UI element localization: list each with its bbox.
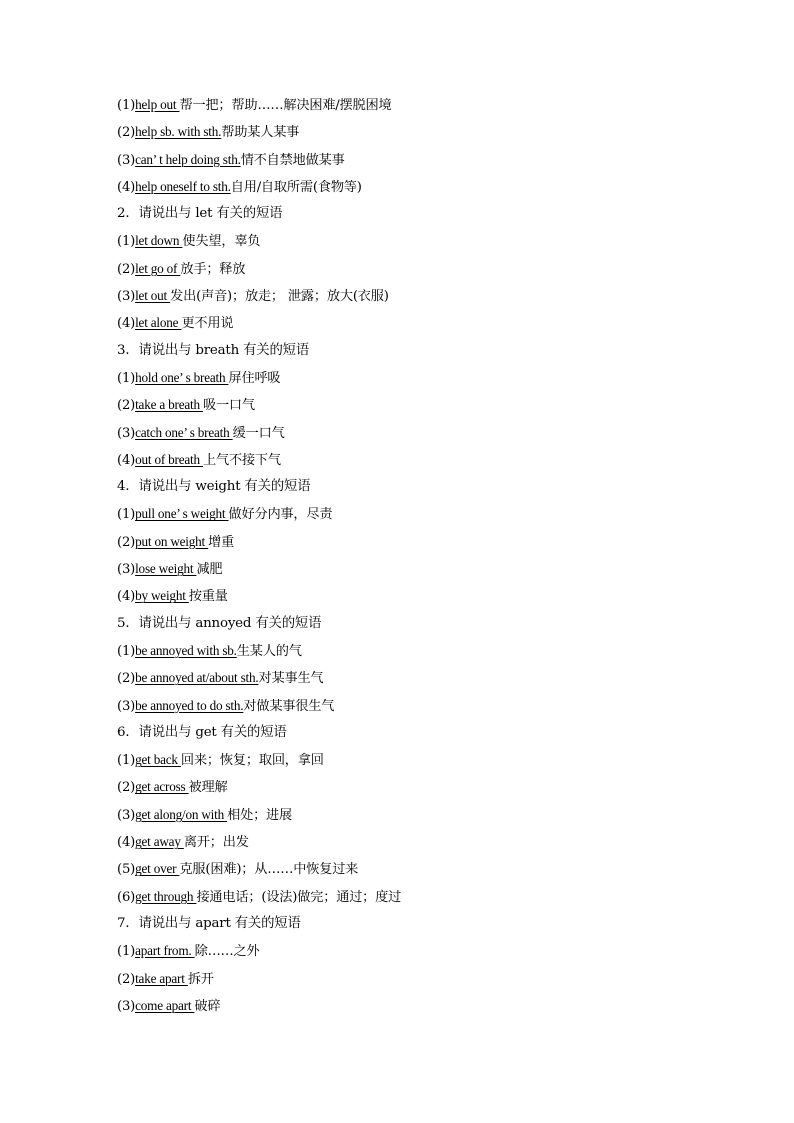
section-heading: 4．请说出与 weight 有关的短语 [117, 479, 311, 495]
item-number: (3) [117, 152, 136, 168]
phrase-meaning: 做好分内事，尽责 [228, 507, 333, 523]
phrase-item [117, 149, 717, 176]
section-heading: 5．请说出与 annoyed 有关的短语 [117, 615, 322, 631]
phrase-item [117, 749, 717, 776]
item-number: (3) [117, 998, 136, 1014]
item-number: (2) [117, 971, 136, 987]
phrase-meaning: 帮助某人某事 [221, 125, 300, 141]
phrase-meaning: 使失望，辜负 [182, 234, 261, 250]
phrase-answer: get along/on with [135, 806, 228, 822]
item-number: (2) [117, 261, 136, 277]
phrase-answer: get through [135, 888, 197, 904]
phrase-meaning: 上气不接下气 [202, 452, 281, 468]
phrase-item [117, 422, 717, 449]
item-number: (2) [117, 671, 136, 687]
phrase-answer: can’ t help doing sth. [135, 151, 241, 167]
section-heading: 3．请说出与 breath 有关的短语 [117, 342, 310, 358]
phrase-answer: catch one’ s breath [135, 424, 233, 440]
item-number: (1) [117, 753, 136, 769]
phrase-answer: put on weight [135, 533, 209, 549]
item-number: (1) [117, 370, 136, 386]
phrase-item [117, 531, 717, 558]
phrase-item [117, 285, 717, 312]
phrase-item [117, 394, 717, 421]
item-number: (2) [117, 534, 136, 550]
phrase-meaning: 减肥 [196, 562, 223, 578]
phrase-meaning: 发出(声音)；放走； 泄露；放大(衣服) [170, 289, 389, 305]
phrase-item [117, 995, 717, 1022]
item-number: (3) [117, 562, 136, 578]
phrase-answer: let out [135, 288, 171, 304]
phrase-answer: let down [135, 233, 183, 249]
item-number: (1) [117, 507, 136, 523]
phrase-answer: get back [135, 752, 181, 768]
phrase-meaning: 自用/自取所需(食物等) [230, 179, 362, 195]
phrase-meaning: 屏住呼吸 [228, 370, 281, 386]
phrase-answer: pull one’ s weight [135, 506, 229, 522]
phrase-answer: hold one’ s breath [135, 369, 229, 385]
phrase-answer: let alone [135, 315, 182, 331]
phrase-meaning: 破碎 [194, 998, 221, 1014]
phrase-meaning: 帮一把；帮助……解决困难/摆脱困境 [179, 98, 392, 113]
item-number: (4) [117, 316, 136, 332]
phrase-meaning: 离开；出发 [183, 835, 249, 851]
phrase-meaning: 接通电话；(设法)做完；通过；度过 [196, 889, 402, 905]
phrase-meaning: 情不自禁地做某事 [240, 152, 345, 168]
phrase-meaning: 相处；进展 [227, 807, 293, 823]
phrase-item [117, 230, 717, 257]
phrase-item [117, 640, 717, 667]
phrase-item [117, 121, 717, 148]
phrase-meaning: 生某人的气 [236, 643, 302, 659]
item-number: (4) [117, 179, 136, 195]
phrase-item [117, 503, 717, 530]
phrase-answer: be annoyed with sb. [135, 642, 237, 658]
item-number: (2) [117, 125, 136, 141]
phrase-item [117, 695, 717, 722]
phrase-item [117, 449, 717, 476]
phrase-answer: take apart [135, 970, 188, 986]
item-number: (5) [117, 862, 136, 878]
document-page [117, 94, 717, 1022]
phrase-answer: let go of [135, 260, 181, 276]
item-number: (1) [117, 944, 136, 960]
phrase-item [117, 858, 717, 885]
phrase-answer: get away [135, 834, 184, 850]
phrase-item [117, 886, 717, 913]
phrase-meaning: 被理解 [188, 780, 228, 796]
phrase-item [117, 776, 717, 803]
phrase-item [117, 176, 717, 203]
phrase-answer: get across [135, 779, 189, 795]
phrase-answer: get over [135, 861, 180, 877]
item-number: (4) [117, 452, 136, 468]
phrase-answer: apart from. [135, 943, 195, 959]
section-heading: 2．请说出与 let 有关的短语 [117, 206, 283, 222]
phrase-answer: be annoyed to do sth. [135, 697, 244, 713]
section-heading: 6．请说出与 get 有关的短语 [117, 724, 287, 740]
phrase-answer: lose weight [135, 561, 197, 577]
phrase-meaning: 增重 [208, 534, 235, 550]
phrase-answer: be annoyed at/about sth. [135, 670, 259, 686]
item-number: (3) [117, 289, 136, 305]
phrase-meaning: 对做某事很生气 [243, 698, 335, 714]
section-heading: 7．请说出与 apart 有关的短语 [117, 915, 301, 931]
phrase-item [117, 667, 717, 694]
phrase-meaning: 除……之外 [194, 944, 260, 960]
item-number: (4) [117, 835, 136, 851]
phrase-item [117, 312, 717, 339]
phrase-meaning: 克服(困难)；从……中恢复过来 [179, 862, 359, 878]
phrase-meaning: 对某事生气 [258, 671, 324, 687]
item-number: (3) [117, 698, 136, 714]
item-number: (3) [117, 807, 136, 823]
phrase-meaning: 放手；释放 [180, 261, 246, 277]
phrase-meaning: 缓一口气 [232, 425, 285, 441]
item-number: (1) [117, 234, 136, 250]
phrase-item [117, 940, 717, 967]
phrase-meaning: 更不用说 [181, 316, 234, 332]
phrase-answer: out of breath [135, 451, 203, 467]
phrase-meaning: 按重量 [188, 589, 228, 605]
phrase-answer: help out [135, 97, 180, 112]
item-number: (4) [117, 589, 136, 605]
phrase-answer: help oneself to sth. [135, 178, 231, 194]
item-number: (2) [117, 780, 136, 796]
item-number: (1) [117, 98, 136, 113]
phrase-meaning: 拆开 [187, 971, 214, 987]
item-number: (6) [117, 889, 136, 905]
phrase-item [117, 258, 717, 285]
phrase-answer: help sb. with sth. [135, 124, 222, 140]
phrase-answer: come apart [135, 997, 195, 1013]
item-number: (3) [117, 425, 136, 441]
phrase-item [117, 558, 717, 585]
phrase-item [117, 585, 717, 612]
item-number: (2) [117, 398, 136, 414]
item-number: (1) [117, 643, 136, 659]
phrase-item [117, 367, 717, 394]
phrase-item [117, 831, 717, 858]
phrase-answer: by weight [135, 588, 189, 604]
phrase-answer: take a breath [135, 397, 203, 413]
phrase-meaning: 吸一口气 [202, 398, 255, 414]
phrase-item [117, 804, 717, 831]
phrase-meaning: 回来；恢复；取回，拿回 [180, 753, 324, 769]
phrase-item [117, 968, 717, 995]
phrase-item [117, 94, 717, 121]
